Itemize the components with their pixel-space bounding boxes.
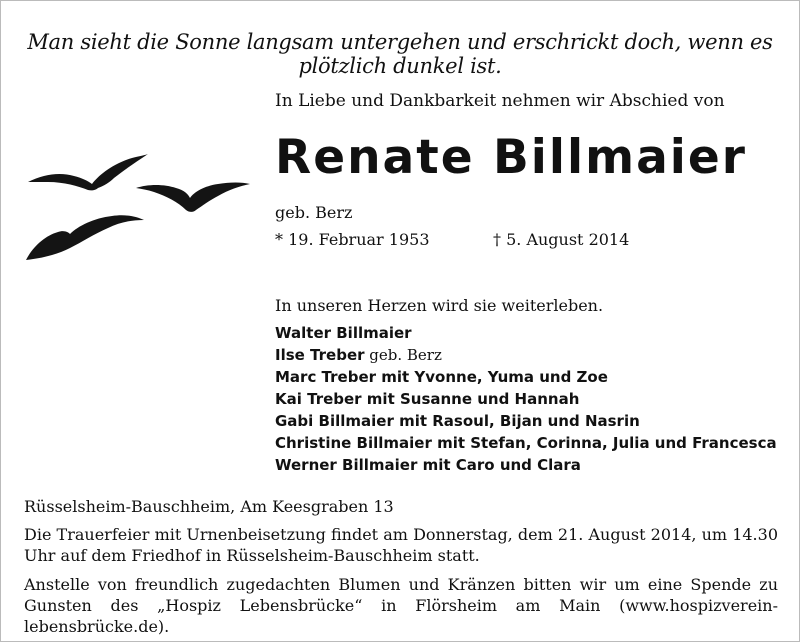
- intro-line: In Liebe und Dankbarkeit nehmen wir Abschied von: [275, 91, 725, 111]
- mourners-list: [275, 322, 777, 476]
- mourner-name: Marc Treber mit Yvonne, Yuma und Zoe: [275, 368, 608, 386]
- mourner-name: Gabi Billmaier mit Rasoul, Bijan und Nasrin: [275, 412, 640, 430]
- mourner: [275, 388, 777, 410]
- mourner-name: Christine Billmaier mit Stefan, Corinna, Julia und Francesca: [275, 434, 777, 452]
- mourner: [275, 432, 777, 454]
- donation-notice: Anstelle von freundlich zugedachten Blumen und Kränzen bitten wir um eine Spende zu Gunsten des „Hospiz Lebensbrücke“ in Flörsheim am Main (www.hospizverein-lebensbrücke.de).: [24, 575, 778, 636]
- family-address: Rüsselsheim-Bauschheim, Am Keesgraben 13: [24, 497, 394, 516]
- obituary-quote: Man sieht die Sonne langsam untergehen und erschrickt doch, wenn es plötzlich dunkel ist.: [27, 30, 773, 78]
- mourner-name: Werner Billmaier mit Caro und Clara: [275, 456, 581, 474]
- mourner: [275, 366, 777, 388]
- mourner: [275, 344, 777, 366]
- remembrance-line: In unseren Herzen wird sie weiterleben.: [275, 296, 604, 315]
- mourner: [275, 322, 777, 344]
- deceased-name: Renate Billmaier: [275, 130, 747, 185]
- death-date: † 5. August 2014: [493, 230, 630, 249]
- mourner: [275, 410, 777, 432]
- funeral-notice: Die Trauerfeier mit Urnenbeisetzung findet am Donnerstag, dem 21. August 2014, um 14.30 Uhr auf dem Friedhof in Rüsselsheim-Bauschheim statt.: [24, 525, 778, 565]
- mourner-name: Walter Billmaier: [275, 324, 412, 342]
- mourner-suffix: geb. Berz: [364, 346, 442, 364]
- mourner-name: Kai Treber mit Susanne und Hannah: [275, 390, 580, 408]
- mourner-name: Ilse Treber: [275, 346, 365, 364]
- birth-name: geb. Berz: [275, 203, 353, 222]
- mourner: [275, 454, 777, 476]
- birth-date: * 19. Februar 1953: [275, 230, 430, 249]
- flying-birds-icon: [24, 148, 274, 270]
